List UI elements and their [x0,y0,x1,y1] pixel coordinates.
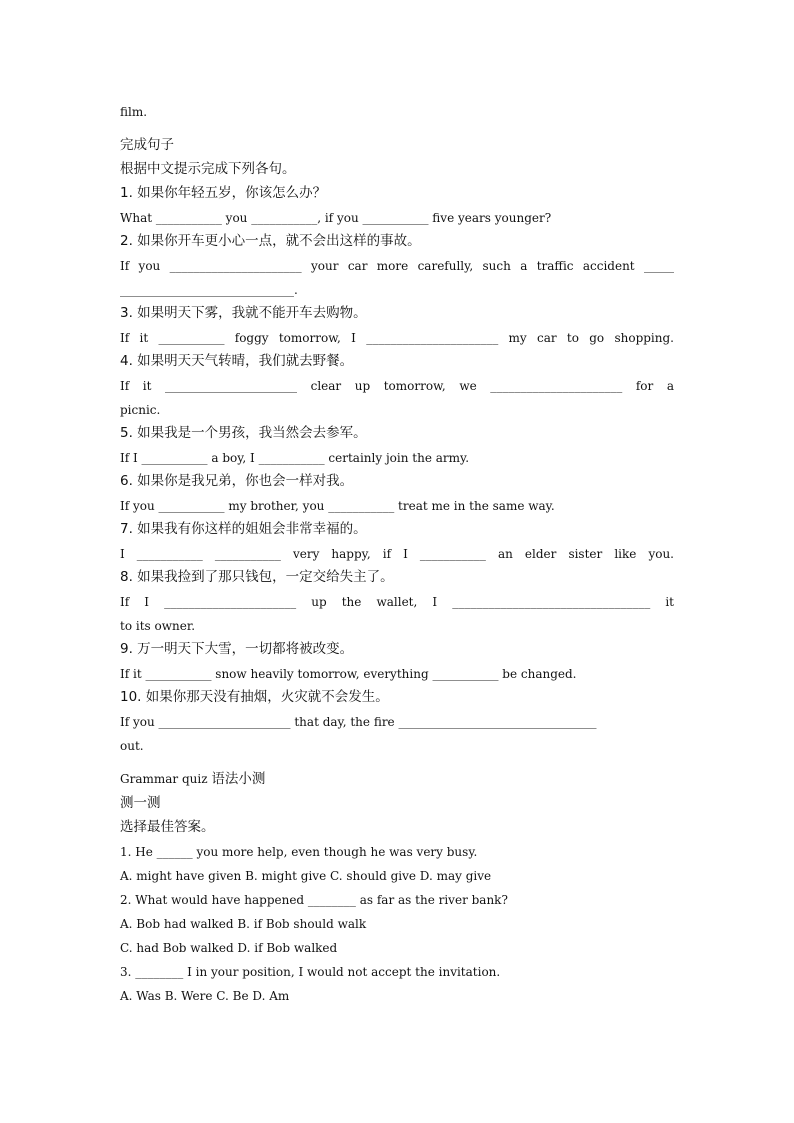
item-8-en-cont: to its owner. [120,619,196,633]
quiz-options-1: A. might have given B. might give C. should give D. may give [120,869,492,883]
item-4-en-cont: picnic. [120,403,161,417]
grammar-quiz-heading [120,770,265,788]
item-1-cn: 1. 如果你年轻五岁，你该怎么办？ [120,185,327,201]
carryover-text: film. [120,105,148,119]
quiz-question-1: 1. He ______ you more help, even though he was very busy. [120,845,478,859]
item-9-cn: 9. 万一明天下大雪，一切都将被改变。 [120,641,354,657]
item-4-en: If it ______________________ clear up tomorrow, we ______________________ for a [120,379,674,393]
item-5-en: If I ___________ a boy, I ___________ certainly join the army. [120,451,470,465]
item-10-en-cont: out. [120,739,144,753]
quiz-instruction: 选择最佳答案。 [120,819,215,835]
quiz-options-3: A. Was B. Were C. Be D. Am [120,989,290,1003]
item-6-cn: 6. 如果你是我兄弟，你也会一样对我。 [120,473,354,489]
item-2-cn: 2. 如果你开车更小心一点，就不会出这样的事故。 [120,233,421,249]
quiz-question-3: 3. ________ I in your position, I would not accept the invitation. [120,965,501,979]
quiz-question-2: 2. What would have happened ________ as far as the river bank? [120,893,508,907]
item-9-en: If it ___________ snow heavily tomorrow, everything ___________ be changed. [120,667,577,681]
item-5-cn: 5. 如果我是一个男孩，我当然会去参军。 [120,425,367,441]
item-2-en-cont: _____________________________. [120,283,298,297]
item-4-cn: 4. 如果明天天气转晴，我们就去野餐。 [120,353,354,369]
quiz-options-2b: C. had Bob walked D. if Bob walked [120,941,338,955]
item-10-en: If you ______________________ that day, the fire _________________________________ [120,715,597,729]
item-8-en: If I ______________________ up the wallet, I _________________________________ it [120,595,674,609]
item-7-cn: 7. 如果我有你这样的姐姐会非常幸福的。 [120,521,367,537]
item-10-cn: 10. 如果你那天没有抽烟，火灾就不会发生。 [120,689,389,705]
item-6-en: If you ___________ my brother, you ___________ treat me in the same way. [120,499,555,513]
grammar-quiz-title-en: Grammar quiz [120,772,212,786]
item-3-cn: 3. 如果明天下雾，我就不能开车去购物。 [120,305,367,321]
grammar-quiz-title-cn: 语法小测 [211,771,266,787]
item-8-cn: 8. 如果我捡到了那只钱包，一定交给失主了。 [120,569,394,585]
item-1-en: What ___________ you ___________, if you ___________ five years younger? [120,211,552,225]
item-7-en: I ___________ ___________ very happy, if I ___________ an elder sister like you. [120,547,674,561]
quiz-subtitle: 测一测 [120,795,161,811]
quiz-options-2a: A. Bob had walked B. if Bob should walk [120,917,367,931]
section-instruction: 根据中文提示完成下列各句。 [120,161,296,177]
item-2-en: If you ______________________ your car more carefully, such a traffic accident _____ [120,259,674,273]
section-title: 完成句子 [120,137,174,153]
item-3-en: If it ___________ foggy tomorrow, I ______________________ my car to go shopping. [120,331,674,345]
